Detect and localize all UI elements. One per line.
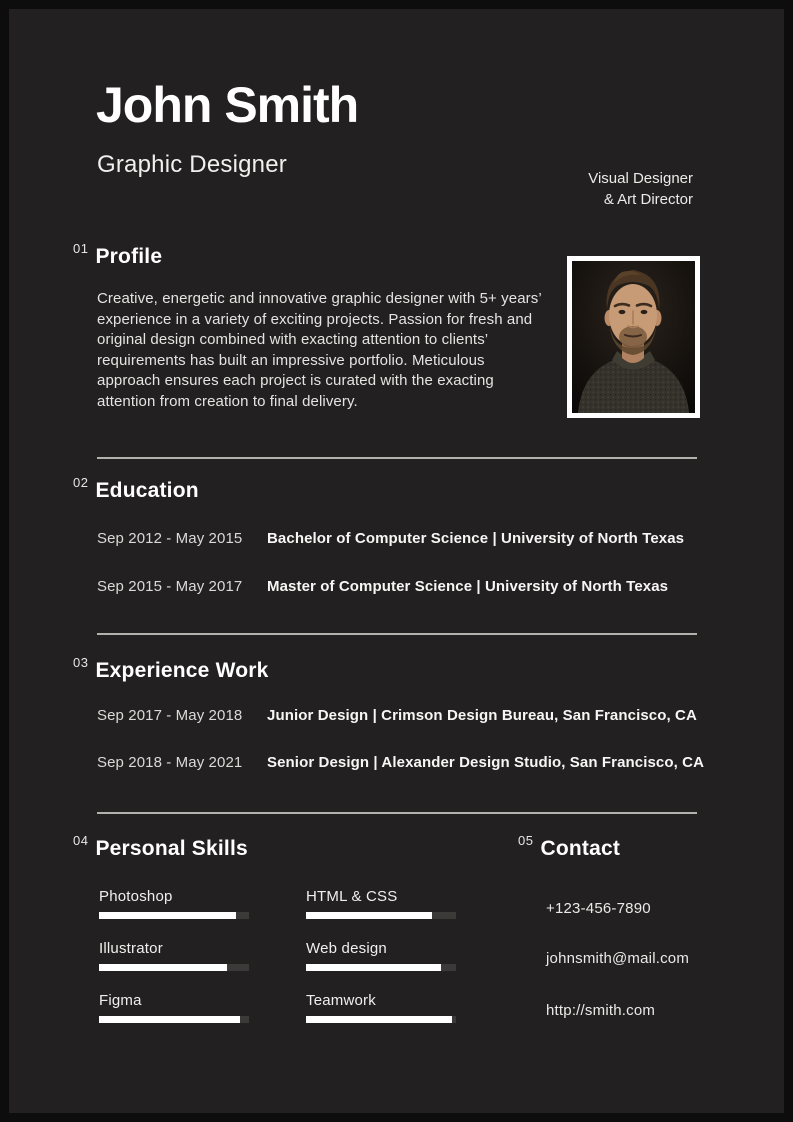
experience-dates: Sep 2018 - May 2021 bbox=[97, 754, 243, 771]
skill-bar-track bbox=[306, 912, 456, 919]
skill-item bbox=[99, 940, 249, 971]
section-heading-experience bbox=[73, 655, 269, 683]
experience-detail: Senior Design | Alexander Design Studio, San Francisco, CA bbox=[267, 754, 705, 771]
education-dates: Sep 2012 - May 2015 bbox=[97, 530, 243, 547]
section-title: Profile bbox=[95, 245, 163, 268]
divider bbox=[97, 633, 697, 635]
section-heading-contact bbox=[518, 833, 620, 861]
skill-bar-track bbox=[99, 1016, 249, 1023]
contact-website: http://smith.com bbox=[546, 1002, 656, 1019]
section-title: Contact bbox=[540, 837, 621, 860]
skill-bar-track bbox=[306, 964, 456, 971]
skill-label: Figma bbox=[99, 992, 142, 1009]
profile-summary: Creative, energetic and innovative graphic designer with 5+ years’ experience in a variety of exciting projects. Passion for fresh and original design combined with exacting attention to clients’ requirements has built an impressive portfolio. Meticulous approach ensures each project is curated with the exacting attention from creation to final delivery. bbox=[97, 290, 542, 410]
skill-label: Web design bbox=[306, 940, 387, 957]
tagline-line-1: Visual Designer bbox=[588, 170, 693, 187]
skill-label: HTML & CSS bbox=[306, 888, 398, 905]
divider bbox=[97, 457, 697, 459]
skill-label: Photoshop bbox=[99, 888, 173, 905]
education-item bbox=[97, 578, 717, 596]
job-title: Graphic Designer bbox=[97, 151, 287, 178]
section-heading-profile bbox=[73, 241, 162, 269]
education-detail: Bachelor of Computer Science | University of North Texas bbox=[267, 530, 685, 547]
skill-label: Teamwork bbox=[306, 992, 376, 1009]
experience-detail: Junior Design | Crimson Design Bureau, San Francisco, CA bbox=[267, 707, 697, 724]
tagline bbox=[588, 168, 693, 210]
education-item bbox=[97, 530, 717, 548]
section-title: Personal Skills bbox=[95, 837, 248, 860]
portrait-photo bbox=[567, 256, 700, 418]
section-number: 05 bbox=[518, 833, 534, 848]
skill-bar-fill bbox=[306, 912, 432, 919]
section-title: Experience Work bbox=[95, 659, 269, 682]
education-detail: Master of Computer Science | University of North Texas bbox=[267, 578, 669, 595]
skill-item bbox=[99, 992, 249, 1023]
experience-dates: Sep 2017 - May 2018 bbox=[97, 707, 243, 724]
skill-bar-track bbox=[99, 912, 249, 919]
skill-bar-fill bbox=[306, 1016, 452, 1023]
section-heading-skills bbox=[73, 833, 248, 861]
section-number: 02 bbox=[73, 475, 89, 490]
contact-phone: +123-456-7890 bbox=[546, 900, 651, 917]
skill-bar-fill bbox=[99, 912, 236, 919]
contact-email: johnsmith@mail.com bbox=[546, 950, 690, 967]
skill-bar-track bbox=[99, 964, 249, 971]
section-title: Education bbox=[95, 479, 199, 502]
skill-bar-track bbox=[306, 1016, 456, 1023]
skill-bar-fill bbox=[99, 1016, 240, 1023]
skill-item bbox=[306, 940, 456, 971]
experience-item bbox=[97, 754, 717, 772]
portrait-illustration bbox=[572, 261, 695, 413]
section-number: 03 bbox=[73, 655, 89, 670]
skill-item bbox=[99, 888, 249, 919]
skill-item bbox=[306, 992, 456, 1023]
divider bbox=[97, 812, 697, 814]
section-number: 01 bbox=[73, 241, 89, 256]
skill-item bbox=[306, 888, 456, 919]
skill-bar-fill bbox=[99, 964, 227, 971]
person-name: John Smith bbox=[96, 77, 359, 133]
tagline-line-2: & Art Director bbox=[603, 191, 693, 208]
section-heading-education bbox=[73, 475, 199, 503]
experience-item bbox=[97, 707, 717, 725]
section-number: 04 bbox=[73, 833, 89, 848]
skill-bar-fill bbox=[306, 964, 441, 971]
education-dates: Sep 2015 - May 2017 bbox=[97, 578, 243, 595]
skill-label: Illustrator bbox=[99, 940, 163, 957]
